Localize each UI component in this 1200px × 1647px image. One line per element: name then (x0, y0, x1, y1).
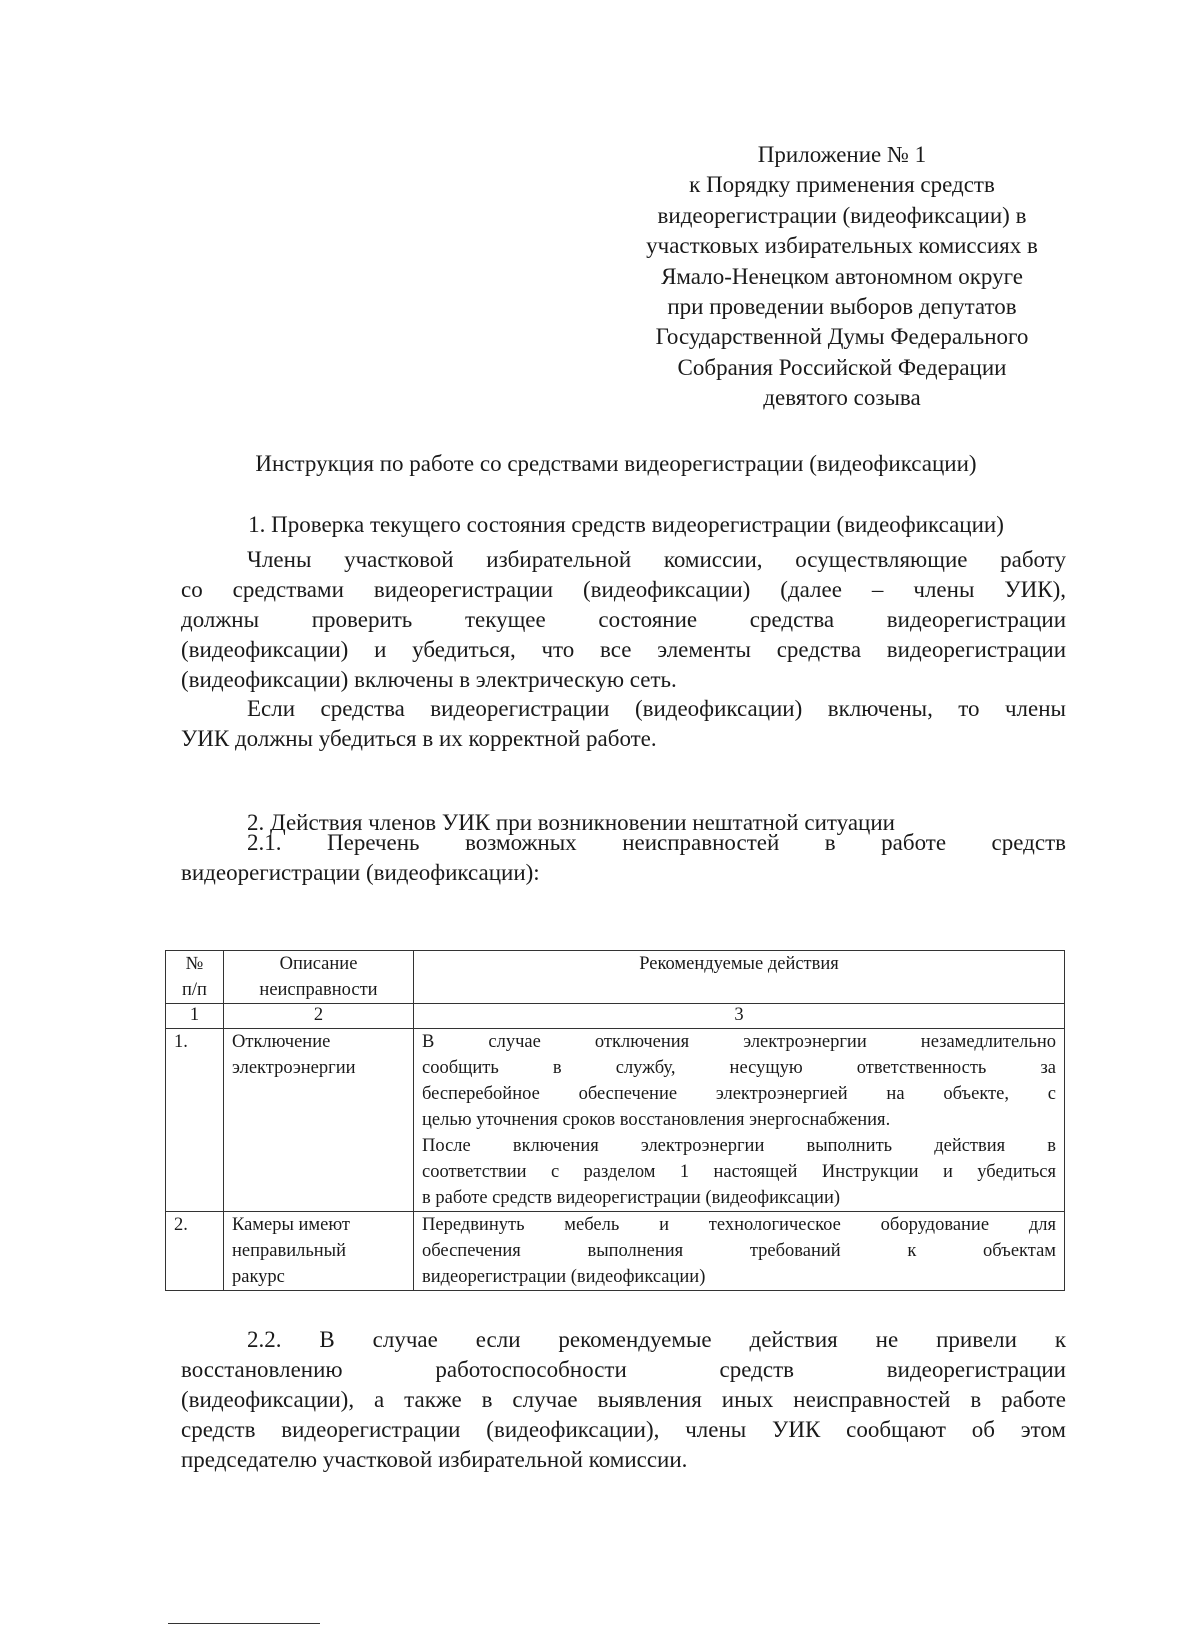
paragraph-line: (видеофиксации) и убедиться, что все элементы средства видеорегистрации (181, 637, 1066, 662)
action-line: В случае отключения электроэнергии незамедлительно (422, 1032, 1056, 1052)
action-line: обеспечения выполнения требований к объектам (422, 1241, 1056, 1261)
section-1-paragraph-2 (181, 694, 1066, 754)
paragraph-line: (видеофиксации) включены в электрическую сеть. (181, 667, 677, 692)
paragraph-line: 2.1. Перечень возможных неисправностей в работе средств (247, 830, 1066, 855)
document-title: Инструкция по работе со средствами видеорегистрации (видеофиксации) (255, 451, 977, 476)
row-number: 2. (166, 1212, 224, 1291)
paragraph-line: УИК должны убедиться в их корректной работе. (181, 726, 657, 751)
table-row (166, 1212, 1065, 1291)
row-description (224, 1212, 414, 1291)
paragraph-line: должны проверить текущее состояние средства видеорегистрации (181, 607, 1066, 632)
paragraph-line: средств видеорегистрации (видеофиксации), члены УИК сообщают об этом (181, 1417, 1066, 1442)
description-line: Камеры имеют (232, 1215, 351, 1235)
section-2-2-paragraph (181, 1325, 1066, 1475)
action-line: соответствии с разделом 1 настоящей Инструкции и убедиться (422, 1162, 1056, 1182)
paragraph-line: 2.2. В случае если рекомендуемые действия не привели к (247, 1327, 1066, 1352)
annex-line: Ямало-Ненецком автономном округе (661, 263, 1023, 289)
row-action (414, 1029, 1065, 1212)
section-2-heading: 2. Действия членов УИК при возникновении нештатной ситуации (247, 810, 895, 835)
row-description (224, 1029, 414, 1212)
annex-line: участковых избирательных комиссиях в (646, 233, 1038, 259)
description-line: Отключение (232, 1032, 331, 1052)
column-number: 1 (166, 1004, 224, 1029)
action-line: целью уточнения сроков восстановления энергоснабжения. (422, 1110, 891, 1130)
action-line: Передвинуть мебель и технологическое оборудование для (422, 1215, 1056, 1235)
footnote-separator (168, 1623, 320, 1624)
action-line: видеорегистрации (видеофиксации) (422, 1267, 706, 1287)
faults-table (165, 950, 1065, 1291)
paragraph-line: видеорегистрации (видеофиксации): (181, 860, 540, 885)
section-1-paragraph-1 (181, 545, 1066, 695)
action-line: После включения электроэнергии выполнить действия в (422, 1136, 1056, 1156)
row-action (414, 1212, 1065, 1291)
paragraph-line: восстановлению работоспособности средств видеорегистрации (181, 1357, 1066, 1382)
action-line: сообщить в службу, несущую ответственность за (422, 1058, 1056, 1078)
header-text: неисправности (259, 980, 378, 1000)
header-text: Описание (279, 954, 358, 974)
description-line: электроэнергии (232, 1058, 356, 1078)
table-column-number-row (166, 1004, 1065, 1029)
annex-line: Государственной Думы Федерального (655, 324, 1029, 350)
description-line: неправильный (232, 1241, 347, 1261)
column-number: 2 (224, 1004, 414, 1029)
section-2-1-paragraph (181, 828, 1066, 888)
header-text: п/п (182, 980, 207, 1000)
annex-line: видеорегистрации (видеофиксации) в (657, 202, 1027, 228)
annex-line: Собрания Российской Федерации (677, 354, 1007, 380)
header-actions: Рекомендуемые действия (414, 951, 1065, 1004)
paragraph-line: председателю участковой избирательной комиссии. (181, 1447, 688, 1472)
paragraph-line: со средствами видеорегистрации (видеофиксации) (далее – члены УИК), (181, 577, 1066, 602)
column-number: 3 (414, 1004, 1065, 1029)
paragraph-line: Члены участковой избирательной комиссии, осуществляющие работу (247, 547, 1066, 572)
header-description (224, 951, 414, 1004)
header-number (166, 951, 224, 1004)
annex-line: к Порядку применения средств (689, 172, 995, 198)
action-line: в работе средств видеорегистрации (видеофиксации) (422, 1188, 841, 1208)
action-line: бесперебойное обеспечение электроэнергией на объекте, с (422, 1084, 1056, 1104)
annex-line: девятого созыва (763, 385, 921, 411)
annex-line: при проведении выборов депутатов (667, 294, 1017, 320)
row-number: 1. (166, 1029, 224, 1212)
annex-line: Приложение № 1 (757, 142, 927, 167)
table-row (166, 1029, 1065, 1212)
section-1-heading: 1. Проверка текущего состояния средств видеорегистрации (видеофиксации) (248, 512, 1004, 537)
table-header-row (166, 951, 1065, 1004)
header-text: № (185, 954, 204, 974)
description-line: ракурс (232, 1267, 285, 1287)
annex-header (612, 140, 1072, 414)
paragraph-line: Если средства видеорегистрации (видеофиксации) включены, то члены (247, 696, 1066, 721)
paragraph-line: (видеофиксации), а также в случае выявления иных неисправностей в работе (181, 1387, 1066, 1412)
